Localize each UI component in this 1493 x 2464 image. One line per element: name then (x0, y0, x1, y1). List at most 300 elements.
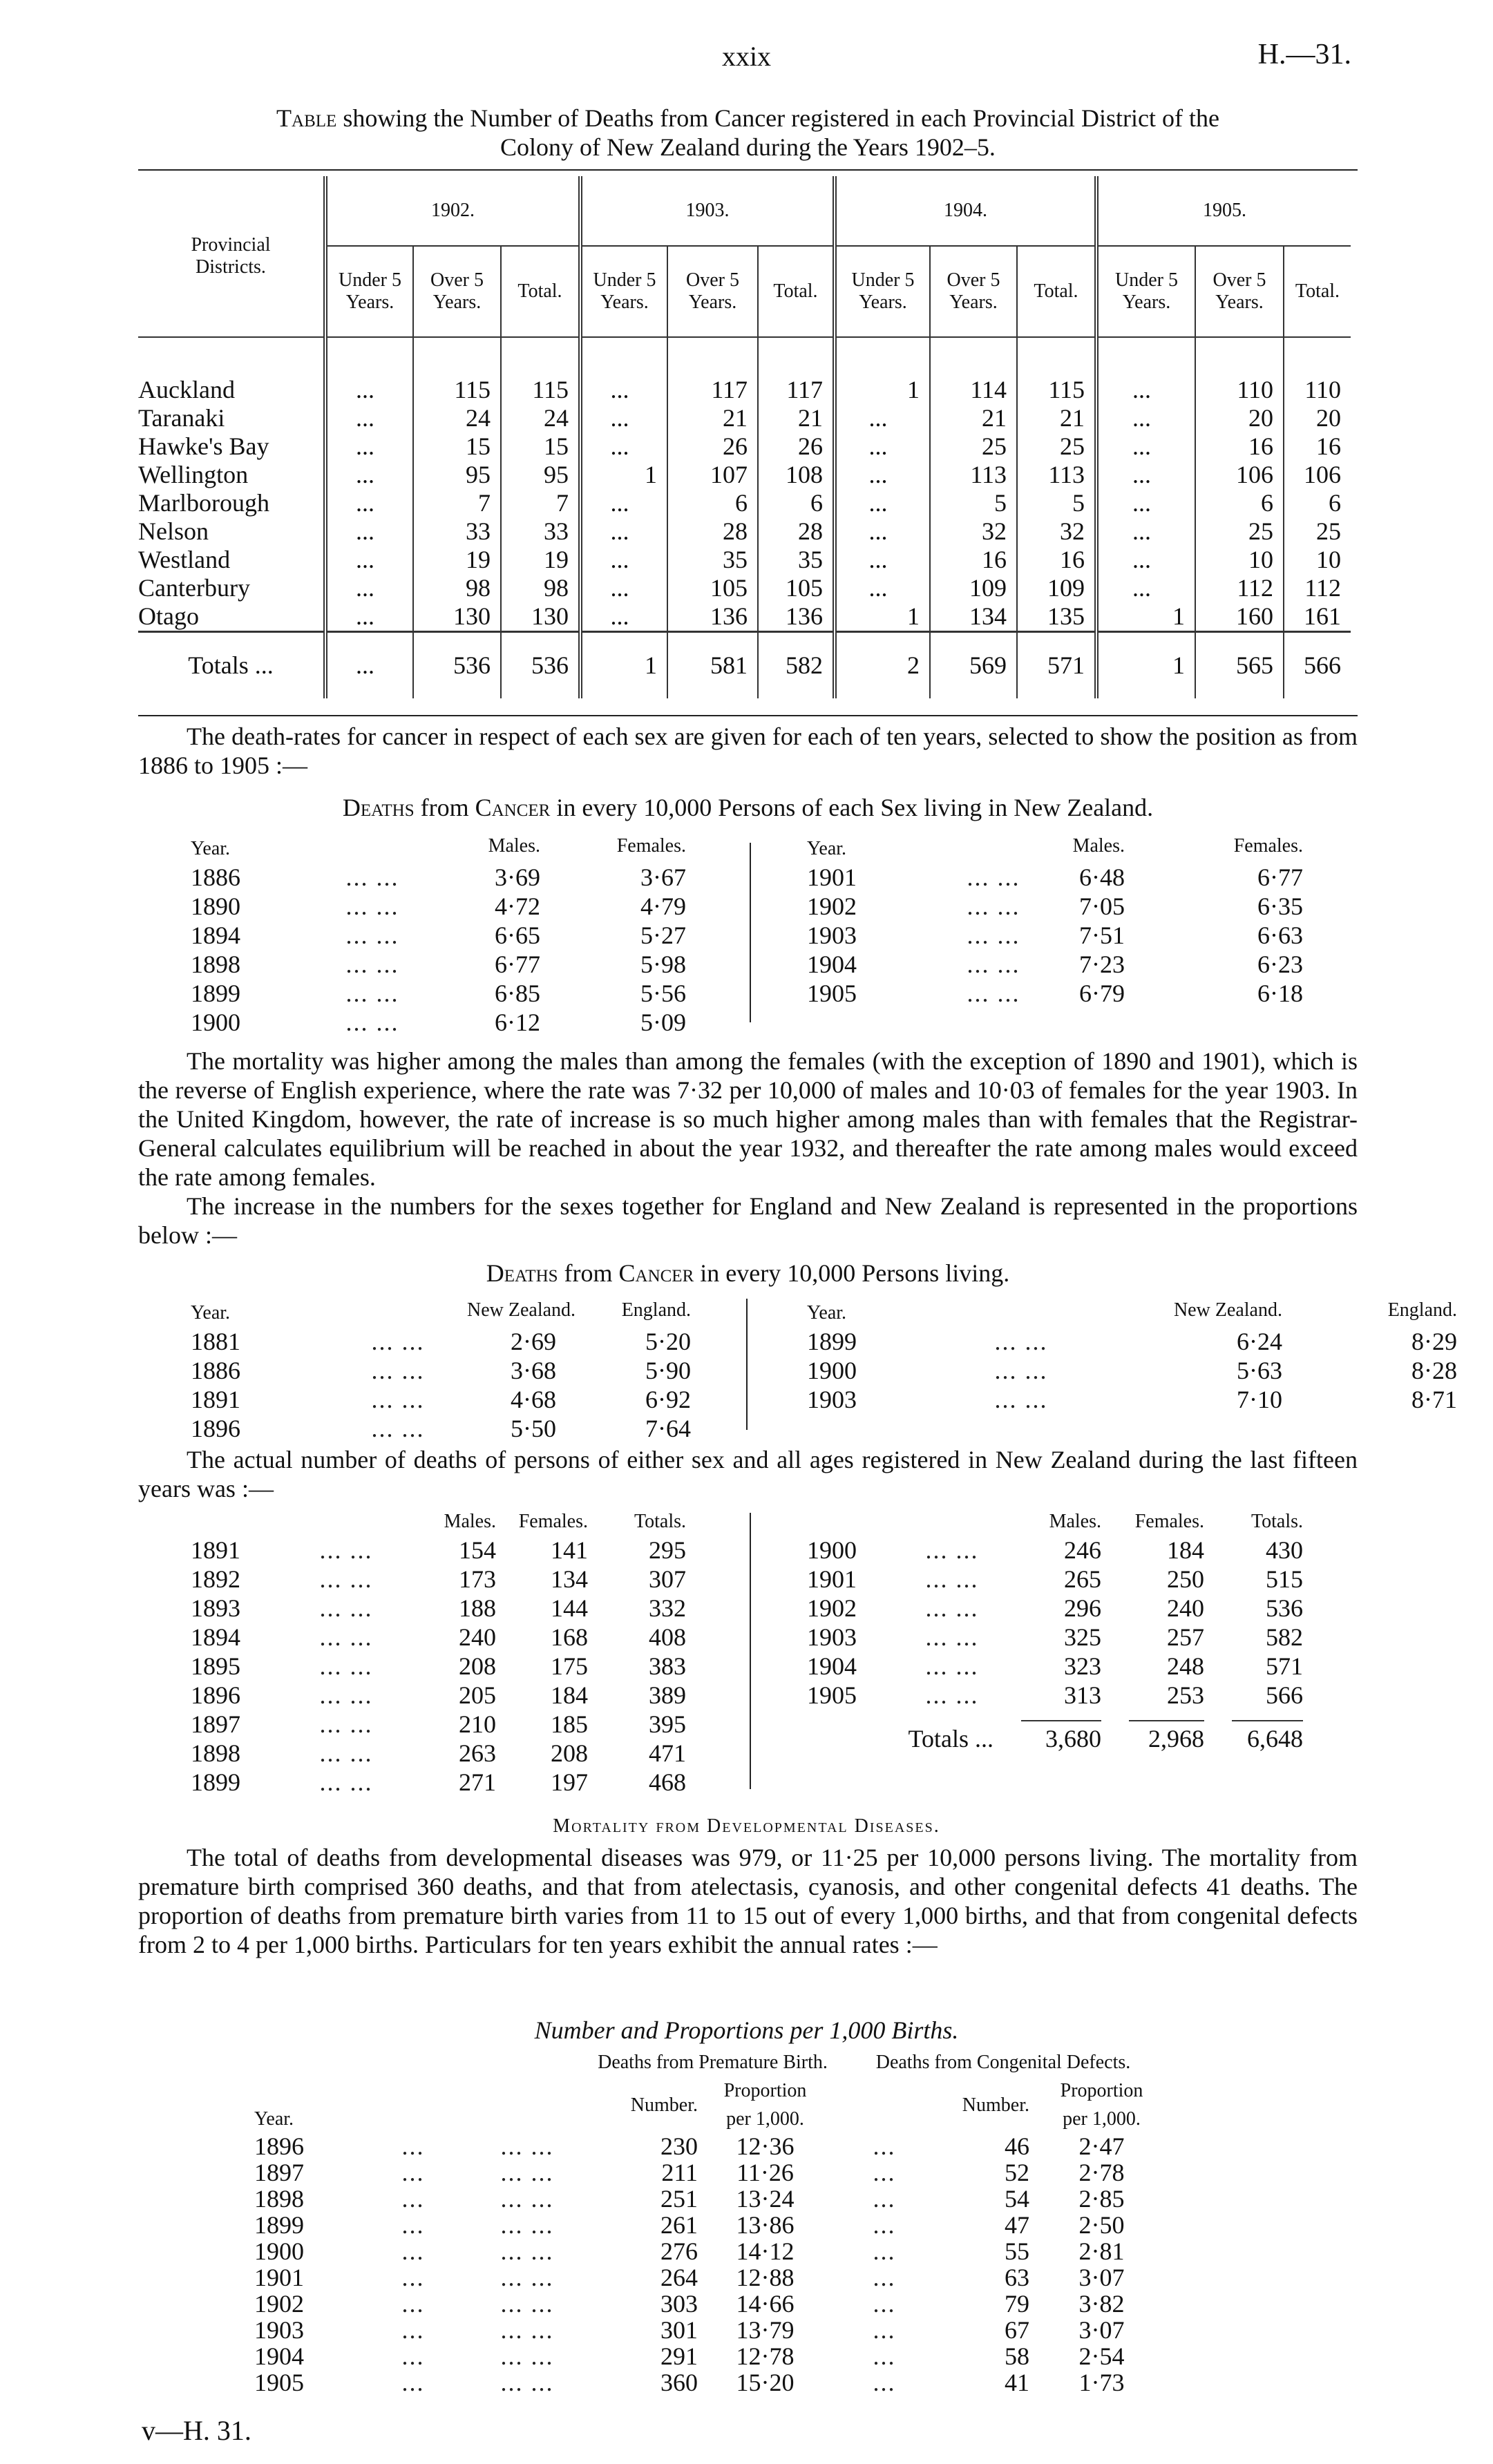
leader-dots: ... ... (994, 1328, 1048, 1355)
totals-label: Totals ... (908, 1725, 993, 1753)
spacer (501, 337, 580, 376)
leader-dots: ... ... (967, 921, 1020, 949)
table-cell: 1900 (807, 1536, 857, 1564)
leader-dots: ... ... (925, 1594, 979, 1622)
district-row (138, 461, 1351, 489)
leader-dots: ... ... (925, 1536, 979, 1564)
table-row (807, 1565, 1303, 1594)
table-cell: 1900 (191, 1009, 240, 1036)
sub-header: Under 5 Years. (325, 246, 413, 337)
deaths-cell: 32 (1017, 517, 1096, 546)
premature-proportion: 13·86 (736, 2211, 795, 2239)
table-cell: 5·56 (640, 980, 686, 1007)
deaths-cell: 110 (1284, 376, 1351, 404)
table-row (254, 2317, 1174, 2343)
column-header: Females. (1134, 1511, 1204, 1532)
leader-dots: ... ... (994, 1357, 1048, 1384)
sex-table-title: Deaths from Cancer in every 10,000 Persons of each Sex living in New Zealand. (342, 794, 1154, 821)
deaths-cell: 15 (501, 432, 580, 461)
table-cell: 313 (1064, 1681, 1101, 1709)
congenital-proportion: 2·78 (1078, 2159, 1125, 2186)
table-row (254, 2264, 1174, 2291)
column-header (308, 829, 437, 863)
deaths-cell: 109 (1017, 574, 1096, 602)
leader-dots: ... (401, 2132, 425, 2160)
table-cell: 1902 (807, 1594, 857, 1622)
premature-number: 261 (660, 2211, 698, 2239)
table-row (191, 892, 686, 921)
deaths-cell: 21 (1017, 404, 1096, 432)
deaths-cell: 21 (758, 404, 835, 432)
table-cell: 1899 (807, 1328, 857, 1355)
leader-dots: ... (873, 2132, 896, 2160)
leader-dots: ... (401, 2185, 425, 2213)
deaths-cell: 33 (413, 517, 501, 546)
divider (1204, 1710, 1303, 1725)
district-name: Hawke's Bay (138, 432, 269, 460)
leader-dots: ... ... (319, 1710, 373, 1738)
table-cell: 208 (459, 1652, 496, 1680)
spacer (833, 2076, 936, 2133)
table-row (191, 1536, 686, 1565)
spacer (325, 337, 413, 376)
table-row (191, 1623, 686, 1652)
total-cell: 6,648 (1247, 1725, 1303, 1753)
district-name: Nelson (138, 517, 209, 545)
paragraph-developmental: The total of deaths from developmental diseases was 979, or 11·25 per 10,000 persons living. The mortality from premature birth comprised 360 deaths, and that from atelectasis, cyanosis, and other congenital defects 41 deaths. The proportion of deaths from premature birth varies from 11 to 15 out of every 1,000 births, and that from congenital defects from 2 to 4 per 1,000 births. Particulars for ten years exhibit the annual rates :— (138, 1844, 1358, 1958)
table-cell: 208 (551, 1739, 588, 1767)
premature-number: 230 (660, 2132, 698, 2160)
table-cell: 1894 (191, 921, 240, 949)
deaths-cell: 130 (501, 602, 580, 632)
leader-dots: ... ... (371, 1386, 425, 1413)
divider (807, 1710, 911, 1725)
deaths-cell: ... (325, 574, 413, 602)
deaths-cell: 15 (413, 432, 501, 461)
table-cell: 6·63 (1257, 921, 1303, 949)
leader-dots: ... ... (967, 980, 1020, 1007)
column-header: Year. (807, 1302, 847, 1324)
table-cell: 240 (1167, 1594, 1204, 1622)
table-row (807, 1356, 1457, 1385)
premature-proportion: 12·36 (736, 2132, 795, 2160)
divider (993, 1710, 1101, 1725)
deaths-cell: 106 (1195, 461, 1284, 489)
table-cell: 566 (1266, 1681, 1303, 1709)
premature-proportion: 14·12 (736, 2237, 795, 2265)
totals-row (807, 1725, 1303, 1753)
column-header (911, 1507, 993, 1536)
deaths-cell: 105 (667, 574, 758, 602)
year-cell: 1896 (254, 2132, 304, 2160)
leader-dots: ... ... (967, 951, 1020, 978)
district-row (138, 546, 1351, 574)
leader-dots: ... ... (967, 863, 1020, 891)
deaths-cell: 1 (835, 376, 930, 404)
table-cell: 1899 (191, 1768, 240, 1796)
premature-number: 303 (660, 2290, 698, 2318)
leader-dots: ... (401, 2159, 425, 2186)
deaths-cell: ... (325, 461, 413, 489)
deaths-cell: 19 (501, 546, 580, 574)
births-table (254, 2048, 1174, 2396)
premature-number: 264 (660, 2264, 698, 2291)
column-header: England. (621, 1299, 691, 1321)
deaths-cell: 1 (1096, 602, 1195, 632)
header-row (191, 1293, 691, 1327)
congenital-proportion: 2·47 (1078, 2132, 1125, 2160)
table-cell: 332 (649, 1594, 686, 1622)
deaths-cell: ... (580, 432, 667, 461)
deaths-cell: ... (1096, 376, 1195, 404)
table-cell: 6·77 (495, 951, 540, 978)
nz-england-table-title: Deaths from Cancer in every 10,000 Persons living. (486, 1259, 1010, 1287)
total-cell: 565 (1195, 632, 1284, 699)
leader-dots: ... ... (925, 1623, 979, 1651)
deaths-cell: 6 (667, 489, 758, 517)
deaths-cell: 117 (758, 376, 835, 404)
deaths-cell: 161 (1284, 602, 1351, 632)
premature-proportion: 12·88 (736, 2264, 795, 2291)
column-header (807, 1507, 911, 1536)
table-cell: 395 (649, 1710, 686, 1738)
total-cell: 569 (930, 632, 1017, 699)
leader-dots: ... ... (319, 1594, 373, 1622)
sub-header: Over 5 Years. (930, 246, 1017, 337)
nz-england-table-left (191, 1293, 691, 1443)
deaths-cell: 6 (758, 489, 835, 517)
congenital-number: 67 (1005, 2316, 1029, 2344)
table-cell: 6·65 (495, 921, 540, 949)
deaths-cell: 16 (1284, 432, 1351, 461)
table-cell: 1905 (807, 1681, 857, 1709)
table-row (807, 1385, 1457, 1414)
total-cell: 581 (667, 632, 758, 699)
table-row (191, 1356, 691, 1385)
deaths-cell: 25 (1195, 517, 1284, 546)
sub-header: Over 5 Years. (1195, 246, 1284, 337)
congenital-number: 55 (1005, 2237, 1029, 2265)
table-cell: 257 (1167, 1623, 1204, 1651)
congenital-proportion: 2·54 (1078, 2342, 1125, 2370)
year-header: 1904. (835, 176, 1096, 246)
table-row (191, 921, 686, 950)
district-row (138, 517, 1351, 546)
group-congenital: Deaths from Congenital Defects. (875, 2052, 1131, 2073)
deaths-cell: ... (1096, 489, 1195, 517)
table-cell: 3·69 (495, 863, 540, 891)
table-cell: 296 (1064, 1594, 1101, 1622)
premature-proportion: 13·24 (736, 2185, 795, 2213)
actual-deaths-table-left (191, 1507, 686, 1797)
leader-dots: ... (401, 2237, 425, 2265)
deaths-cell: 26 (667, 432, 758, 461)
leader-dots: ... ... (500, 2316, 554, 2344)
deaths-cell: 95 (413, 461, 501, 489)
header-row (807, 1293, 1457, 1327)
column-header: Males. (444, 1511, 496, 1532)
deaths-cell: 16 (930, 546, 1017, 574)
year-header: 1903. (580, 176, 835, 246)
deaths-cell: 6 (1195, 489, 1284, 517)
deaths-cell: 24 (413, 404, 501, 432)
table-cell: 1897 (191, 1710, 240, 1738)
deaths-cell: ... (580, 376, 667, 404)
congenital-number: 79 (1005, 2290, 1029, 2318)
table-cell: 5·98 (640, 951, 686, 978)
leader-dots: ... (873, 2159, 896, 2186)
district-row (138, 404, 1351, 432)
column-header: Year. (191, 1302, 231, 1324)
district-name: Marlborough (138, 489, 269, 517)
table-row (807, 921, 1303, 950)
congenital-number: 46 (1005, 2132, 1029, 2160)
deaths-cell: 21 (930, 404, 1017, 432)
deaths-cell: 33 (501, 517, 580, 546)
congenital-number: 47 (1005, 2211, 1029, 2239)
premature-number: 276 (660, 2237, 698, 2265)
deaths-cell: 5 (930, 489, 1017, 517)
leader-dots: ... ... (994, 1386, 1048, 1413)
district-name: Canterbury (138, 574, 250, 602)
year-header: 1905. (1096, 176, 1351, 246)
sub-header: Under 5 Years. (835, 246, 930, 337)
spacer (930, 337, 1017, 376)
deaths-cell: ... (580, 546, 667, 574)
deaths-cell: ... (580, 602, 667, 632)
leader-dots: ... ... (371, 1357, 425, 1384)
table-cell: 295 (649, 1536, 686, 1564)
sex-table-left (191, 829, 686, 1037)
header-row (191, 1507, 686, 1536)
deaths-cell: 28 (758, 517, 835, 546)
table-row (807, 1652, 1303, 1681)
sub-header: Under 5 Years. (1096, 246, 1195, 337)
table-row (191, 1594, 686, 1623)
spacer-row (138, 337, 1351, 376)
sub-header: Total. (1017, 246, 1096, 337)
per-1000-label: per 1,000. (726, 2108, 804, 2130)
sub-header: Over 5 Years. (667, 246, 758, 337)
leader-dots: ... ... (500, 2290, 554, 2318)
year-cell: 1897 (254, 2159, 304, 2186)
year-cell: 1898 (254, 2185, 304, 2213)
district-header: Provincial Districts. (191, 234, 271, 278)
table-cell: 1896 (191, 1681, 240, 1709)
table-row (254, 2186, 1174, 2212)
congenital-number: 41 (1005, 2369, 1029, 2396)
leader-dots: ... ... (925, 1681, 979, 1709)
premature-proportion: 12·78 (736, 2342, 795, 2370)
table-cell: 185 (551, 1710, 588, 1738)
table-cell: 6·12 (495, 1009, 540, 1036)
table-cell: 430 (1266, 1536, 1303, 1564)
header-row (807, 1507, 1303, 1536)
table-cell: 1886 (191, 1357, 240, 1384)
year-cell: 1899 (254, 2211, 304, 2239)
paragraph-mortality: The mortality was higher among the males than among the females (with the exception of 1890 and 1901), which is the reverse of English experience, where the rate was 7·32 per 10,000 of males and 10·03 of females for the year 1903. In the United Kingdom, however, the rate of increase is so much higher among males than with females that the Registrar-General calculates equilibrium will be reached in about the year 1932, and thereafter the rate among males would exceed the rate among females. The increase in the numbers for the sexes together for England and New Zealand is represented in the proportions below :— (138, 1047, 1358, 1249)
leader-dots: ... ... (345, 1009, 399, 1036)
column-header: Totals. (634, 1511, 686, 1532)
deaths-cell: 26 (758, 432, 835, 461)
year-cell: 1900 (254, 2237, 304, 2265)
deaths-cell: 136 (667, 602, 758, 632)
leader-dots: ... (401, 2264, 425, 2291)
deaths-cell: ... (1096, 574, 1195, 602)
sub-header: Total. (758, 246, 835, 337)
spacer (580, 337, 667, 376)
deaths-cell: 98 (501, 574, 580, 602)
table-cell: 582 (1266, 1623, 1303, 1651)
table-row (807, 1681, 1303, 1710)
deaths-cell: 16 (1017, 546, 1096, 574)
sub-header: Under 5 Years. (580, 246, 667, 337)
table-body (807, 829, 1303, 1008)
congenital-proportion: 3·07 (1078, 2316, 1125, 2344)
table-cell: 246 (1064, 1536, 1101, 1564)
deaths-cell: 106 (1284, 461, 1351, 489)
spacer (835, 337, 930, 376)
total-cell: 1 (1096, 632, 1195, 699)
table-cell: 271 (459, 1768, 496, 1796)
table-cell: 1904 (807, 1652, 857, 1680)
table-cell: 4·72 (495, 892, 540, 920)
proportion-label: Proportion (723, 2080, 807, 2101)
table-row (254, 2133, 1174, 2159)
year-cell: 1904 (254, 2342, 304, 2370)
table-row (191, 1385, 691, 1414)
leader-dots: ... (401, 2290, 425, 2318)
premature-number: 291 (660, 2342, 698, 2370)
table-row (191, 1681, 686, 1710)
table-cell: 134 (551, 1565, 588, 1593)
cancer-by-district-table (138, 176, 1351, 698)
district-name: Westland (138, 546, 231, 573)
table-cell: 6·23 (1257, 951, 1303, 978)
congenital-proportion: 2·85 (1078, 2185, 1125, 2213)
deaths-cell: 21 (667, 404, 758, 432)
table-cell: 307 (649, 1565, 686, 1593)
table-cell: 7·64 (645, 1415, 691, 1442)
district-name: Otago (138, 602, 199, 630)
table-cell: 1893 (191, 1594, 240, 1622)
leader-dots: ... ... (345, 863, 399, 891)
deaths-cell: 110 (1195, 376, 1284, 404)
table-cell: 3·67 (640, 863, 686, 891)
year-cell: 1902 (254, 2290, 304, 2318)
table-cell: 184 (551, 1681, 588, 1709)
spacer (413, 337, 501, 376)
deaths-cell: ... (580, 574, 667, 602)
district-name: Auckland (138, 376, 235, 403)
table-cell: 5·20 (645, 1328, 691, 1355)
proportion-header (1029, 2076, 1174, 2133)
leader-dots: ... (873, 2237, 896, 2265)
leader-dots: ... ... (500, 2264, 554, 2291)
leader-dots: ... ... (319, 1681, 373, 1709)
leader-dots: ... ... (500, 2185, 554, 2213)
table-cell: 210 (459, 1710, 496, 1738)
deaths-cell: 130 (413, 602, 501, 632)
deaths-cell: ... (325, 404, 413, 432)
table-cell: 7·05 (1079, 892, 1125, 920)
table-row (807, 1623, 1303, 1652)
column-header: Females. (616, 835, 686, 857)
premature-proportion: 13·79 (736, 2316, 795, 2344)
leader-dots: ... (401, 2369, 425, 2396)
table-cell: 1895 (191, 1652, 240, 1680)
table-cell: 1903 (807, 1623, 857, 1651)
births-table-title: Number and Proportions per 1,000 Births. (534, 2016, 959, 2044)
table-cell: 6·77 (1257, 863, 1303, 891)
table-row (191, 979, 686, 1008)
sub-header: Over 5 Years. (413, 246, 501, 337)
table-cell: 6·35 (1257, 892, 1303, 920)
spacer (254, 2048, 593, 2076)
deaths-cell: ... (325, 546, 413, 574)
table-cell: 1900 (807, 1357, 857, 1384)
column-header: Totals. (1250, 1511, 1303, 1532)
totals-divider-row (807, 1710, 1303, 1725)
table-row (191, 950, 686, 979)
table-cell: 144 (551, 1594, 588, 1622)
deaths-cell: 113 (1017, 461, 1096, 489)
table-cell: 325 (1064, 1623, 1101, 1651)
district-row (138, 489, 1351, 517)
leader-dots: ... ... (967, 892, 1020, 920)
total-cell: 582 (758, 632, 835, 699)
table-cell: 265 (1064, 1565, 1101, 1593)
leader-dots: ... ... (319, 1536, 373, 1564)
header-row (191, 829, 686, 863)
table-cell: 6·48 (1079, 863, 1125, 891)
deaths-cell: 160 (1195, 602, 1284, 632)
column-header: Males. (1072, 835, 1125, 857)
leader-dots: ... ... (345, 980, 399, 1007)
column-header (945, 1293, 1097, 1327)
table-cell: 1886 (191, 863, 240, 891)
column-header: Females. (518, 1511, 588, 1532)
deaths-cell: 7 (413, 489, 501, 517)
spacer (1284, 337, 1351, 376)
total-cell: 536 (501, 632, 580, 699)
deaths-cell: 95 (501, 461, 580, 489)
leader-dots: ... ... (345, 892, 399, 920)
deaths-cell: 107 (667, 461, 758, 489)
divider (911, 1710, 993, 1725)
divider (1101, 1710, 1204, 1725)
leader-dots: ... (873, 2369, 896, 2396)
year-cell: 1901 (254, 2264, 304, 2291)
deaths-cell: 7 (501, 489, 580, 517)
district-row (138, 376, 1351, 404)
premature-number: 301 (660, 2316, 698, 2344)
premature-proportion: 14·66 (736, 2290, 795, 2318)
table-cell: 141 (551, 1536, 588, 1564)
deaths-cell: 113 (930, 461, 1017, 489)
total-cell: 566 (1284, 632, 1351, 699)
deaths-cell: 117 (667, 376, 758, 404)
congenital-number: 54 (1005, 2185, 1029, 2213)
deaths-cell: 10 (1284, 546, 1351, 574)
totals-label: Totals ... (138, 632, 325, 699)
table-cell: 471 (649, 1739, 686, 1767)
nz-england-table-right (807, 1293, 1457, 1414)
table-row (807, 979, 1303, 1008)
table-cell: 168 (551, 1623, 588, 1651)
leader-dots: ... (401, 2211, 425, 2239)
leader-dots: ... ... (319, 1768, 373, 1796)
